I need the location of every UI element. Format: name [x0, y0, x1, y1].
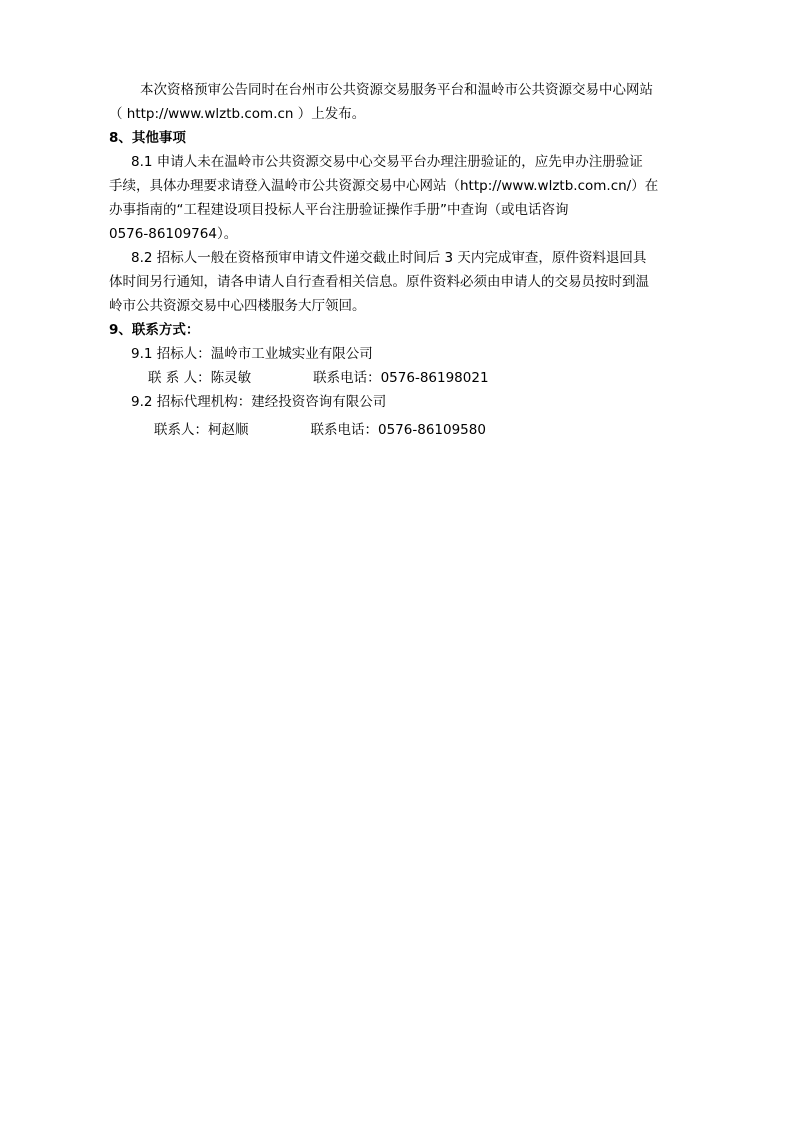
item-8-2-line-2: 体时间另行通知，请各申请人自行查看相关信息。原件资料必须由申请人的交易员按时到温: [109, 274, 649, 290]
item-9-1-tenderer: 9.1 招标人：温岭市工业城实业有限公司: [131, 346, 373, 362]
item-8-1-line-3: 办事指南的“工程建设项目投标人平台注册验证操作手册”中查询（或电话咨询: [109, 202, 569, 218]
item-8-1-line-4: 0576-86109764）。: [109, 226, 238, 242]
announcement-line-1: 本次资格预审公告同时在台州市公共资源交易服务平台和温岭市公共资源交易中心网站: [140, 82, 653, 98]
item-9-1-contact-person: 联 系 人：陈灵敏: [148, 370, 252, 386]
item-9-1-contact-row: [148, 370, 489, 386]
item-8-1-line-1: 8.1 申请人未在温岭市公共资源交易中心交易平台办理注册验证的，应先申办注册验证: [131, 154, 643, 170]
announcement-line-2: （ http://www.wlztb.com.cn ）上发布。: [109, 106, 366, 122]
item-9-2-contact-phone: 联系电话：0576-86109580: [310, 422, 486, 438]
item-9-2-agency: 9.2 招标代理机构：建经投资咨询有限公司: [131, 394, 387, 410]
item-9-2-contact-row: [154, 422, 486, 438]
item-8-1-line-2: 手续，具体办理要求请登入温岭市公共资源交易中心网站（http://www.wlztb.com.cn/）在: [109, 178, 659, 194]
item-8-2-line-1: 8.2 招标人一般在资格预审申请文件递交截止时间后 3 天内完成审查，原件资料退回具: [131, 250, 647, 266]
section-9-heading: 9、联系方式：: [109, 322, 200, 338]
item-9-2-contact-person: 联系人：柯赵顺: [154, 422, 249, 438]
item-8-2-line-3: 岭市公共资源交易中心四楼服务大厅领回。: [109, 298, 366, 314]
section-8-heading: 8、其他事项: [109, 130, 186, 146]
item-9-1-contact-phone: 联系电话：0576-86198021: [313, 370, 489, 386]
